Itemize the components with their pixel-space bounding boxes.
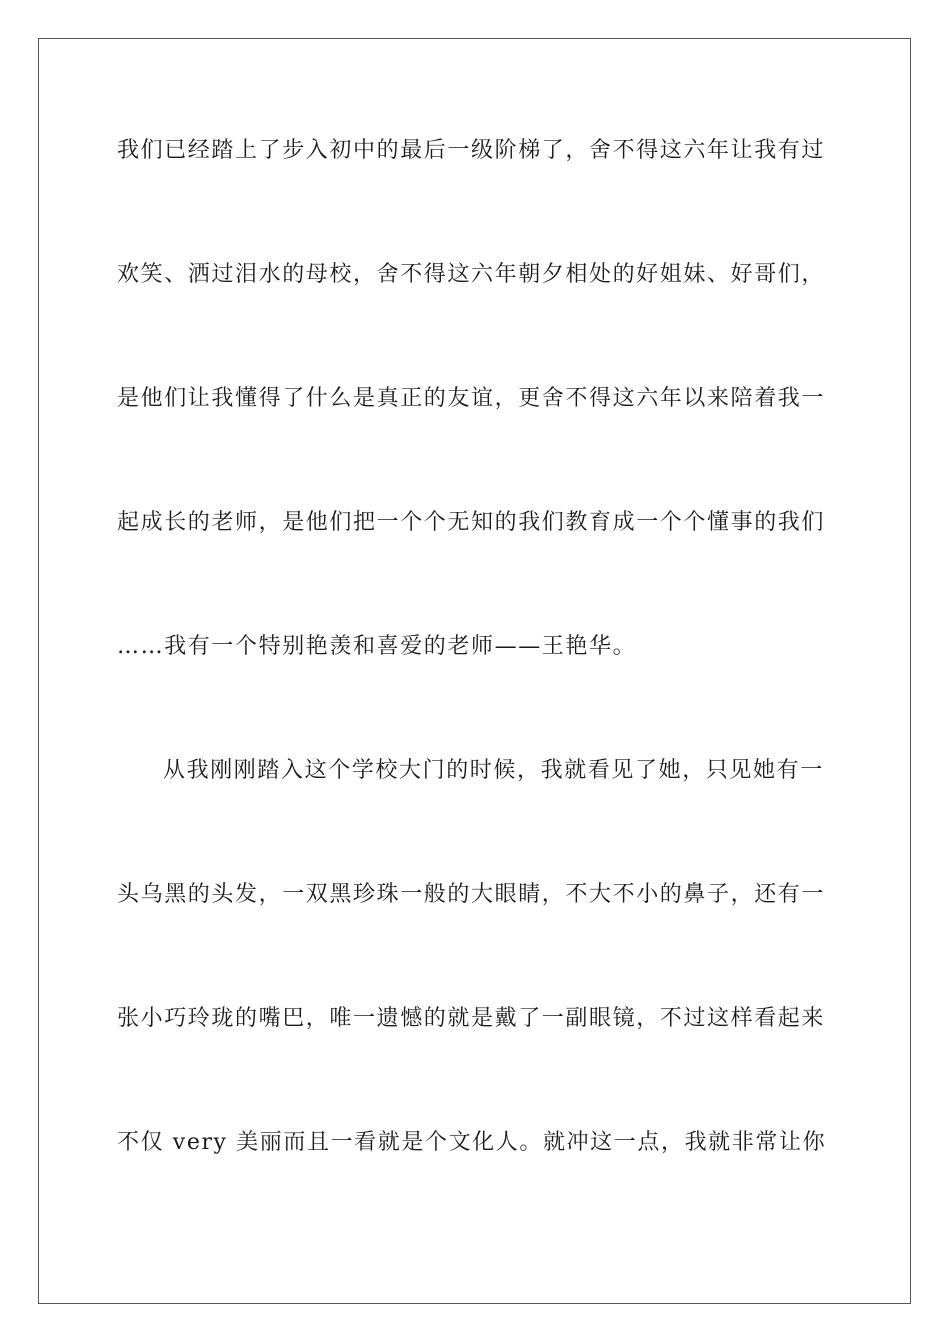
text-line: 头乌黑的头发，一双黑珍珠一般的大眼睛，不大不小的鼻子，还有一 [117,882,826,907]
text-line: 张小巧玲珑的嘴巴，唯一遗憾的就是戴了一副眼镜，不过这样看起来 [117,1006,826,1031]
text-line: ……我有一个特别艳羡和喜爱的老师——王艳华。 [117,634,637,659]
text-line: 欢笑、洒过泪水的母校，舍不得这六年朝夕相处的好姐妹、好哥们， [117,262,826,287]
page-border [38,38,911,1304]
text-line: 起成长的老师，是他们把一个个无知的我们教育成一个个懂事的我们 [117,510,826,535]
paragraph-start-line: 从我刚刚踏入这个学校大门的时候，我就看见了她，只见她有一 [163,758,824,783]
text-line: 不仅 very 美丽而且一看就是个文化人。就冲这一点，我就非常让你 [117,1130,827,1155]
text-line: 是他们让我懂得了什么是真正的友谊，更舍不得这六年以来陪着我一 [117,386,826,411]
text-line: 我们已经踏上了步入初中的最后一级阶梯了，舍不得这六年让我有过 [117,138,826,163]
